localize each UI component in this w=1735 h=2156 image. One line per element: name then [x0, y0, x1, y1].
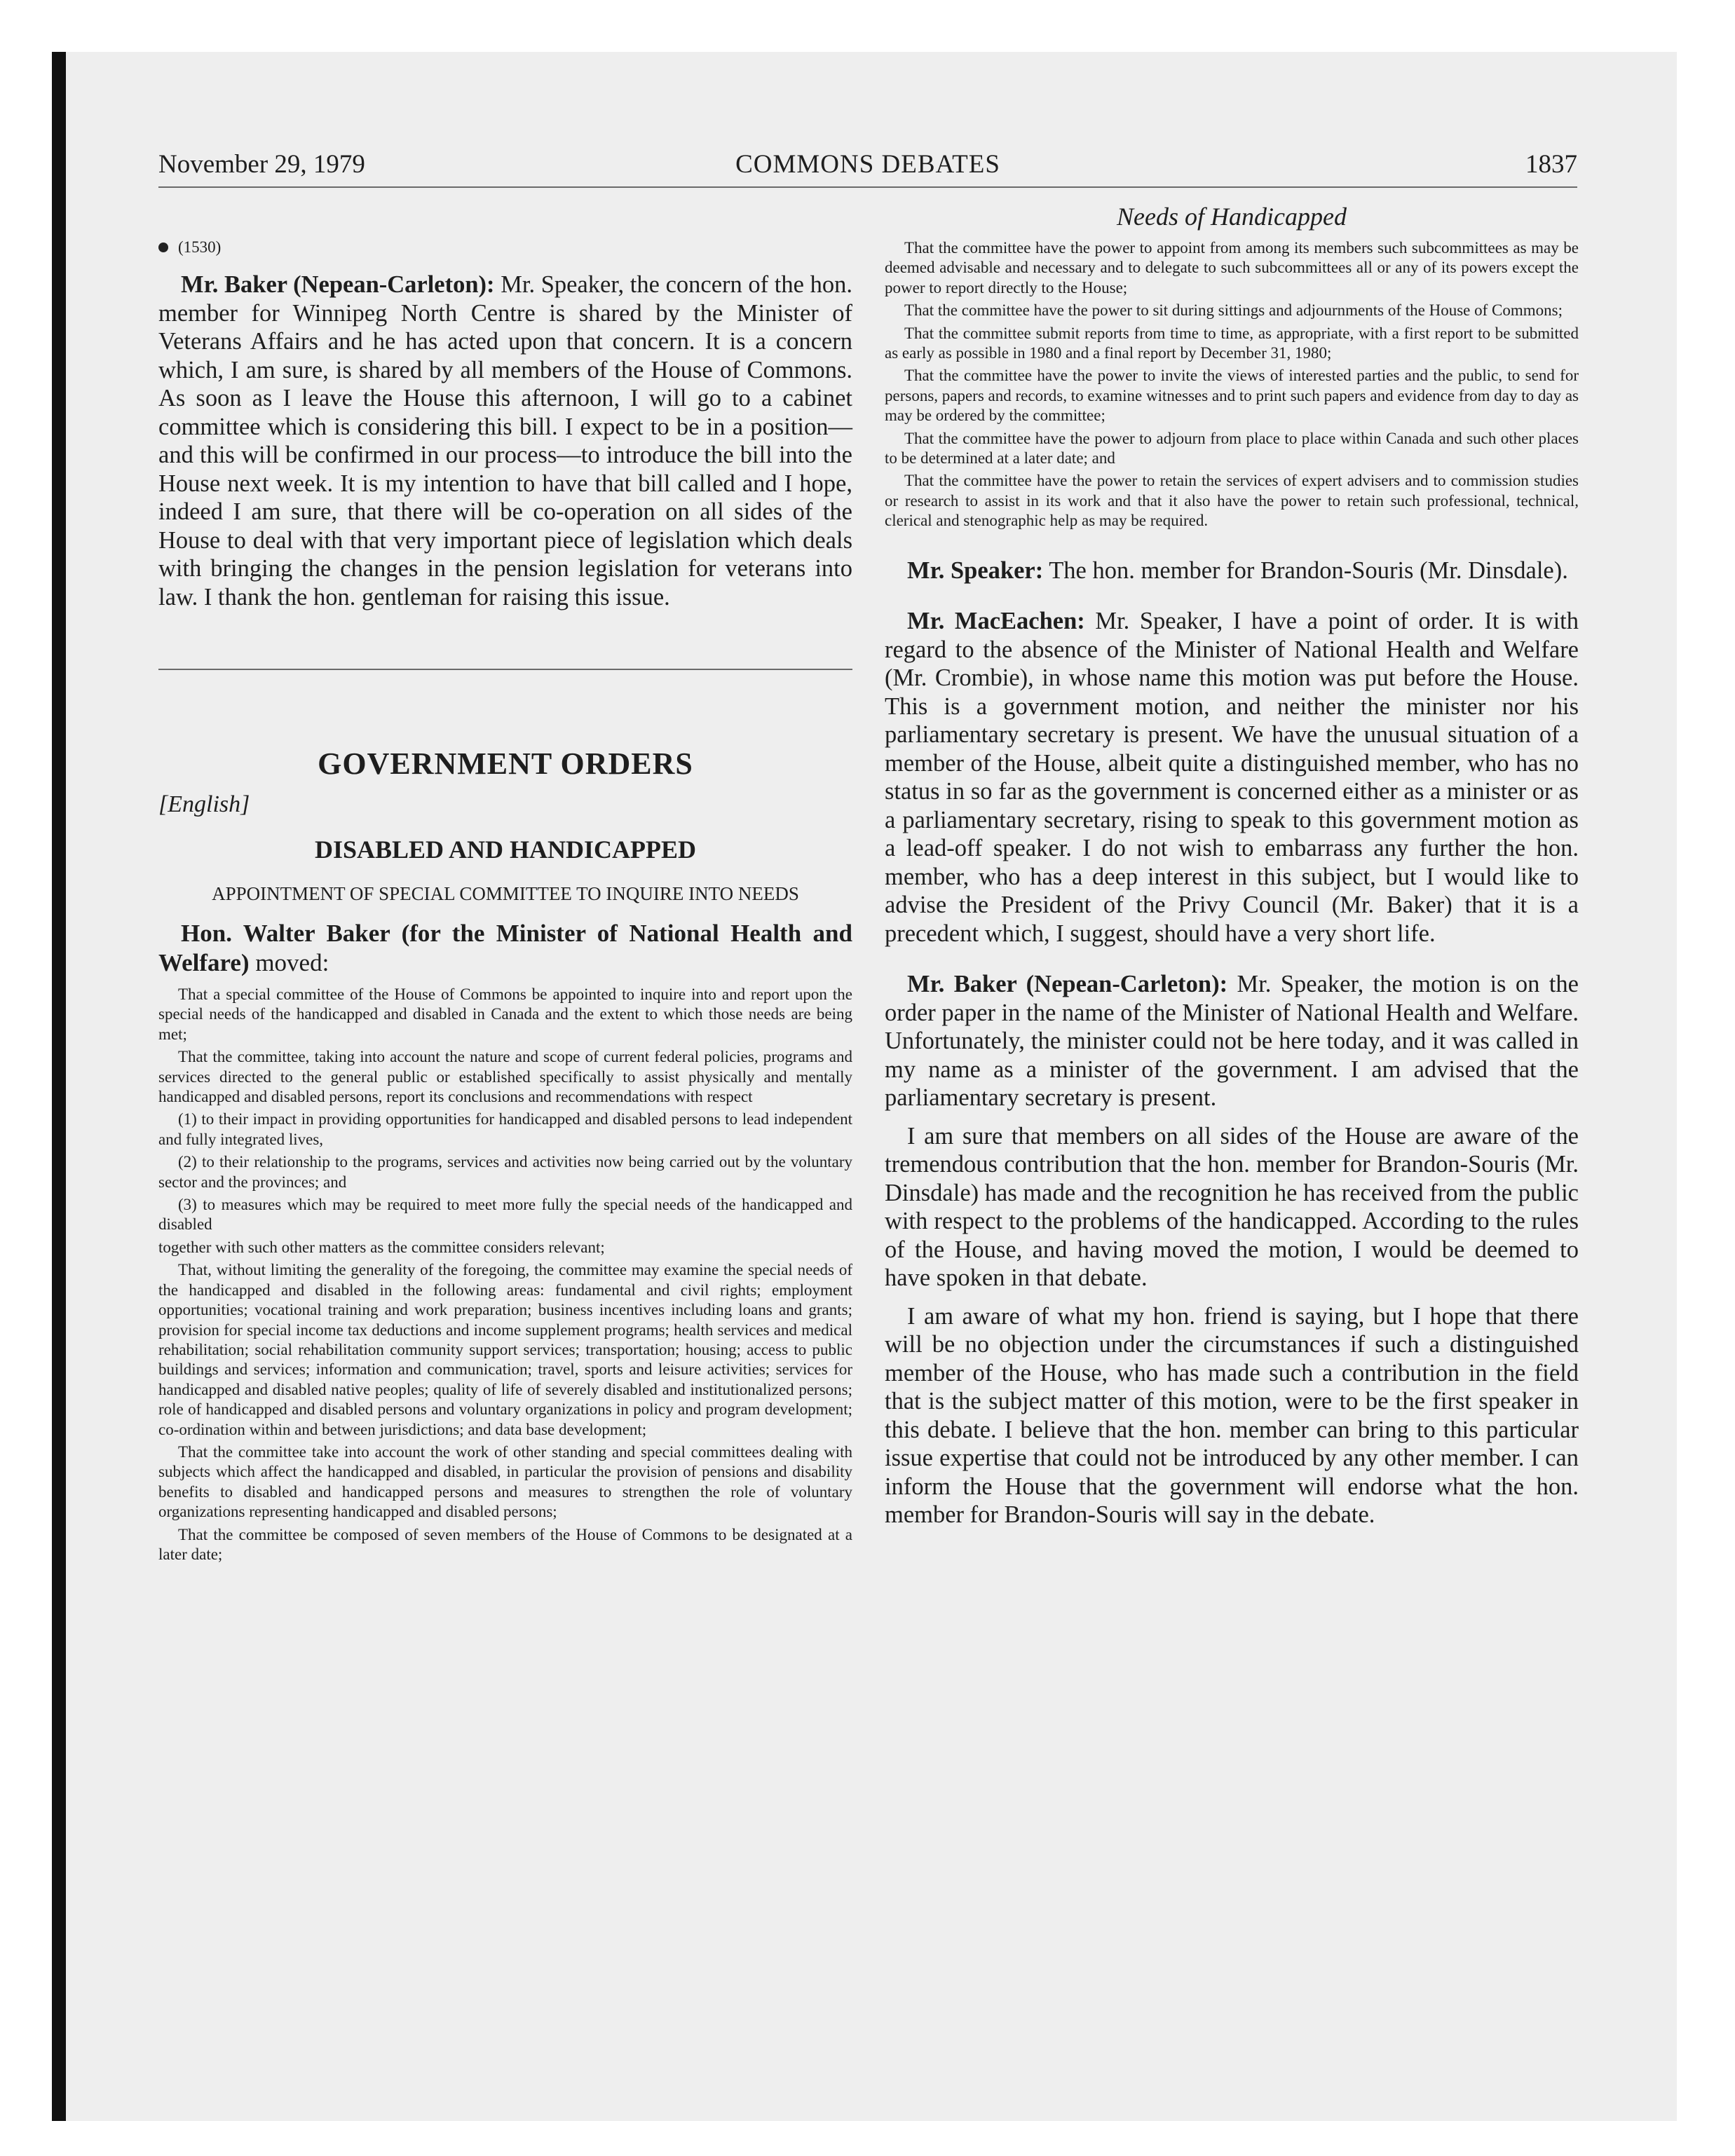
- speech-paragraph: I am sure that members on all sides of the House are aware of the tremendous contribution that the hon. member for Brandon-Souris (Mr. Dinsdale) has made and the recognition he has received from the public with respect to the problems of the handicapped. According to the rules of the House, and having moved the motion, I would be deemed to have spoken in that debate.: [885, 1122, 1579, 1292]
- subtopic-title: APPOINTMENT OF SPECIAL COMMITTEE TO INQUIRE INTO NEEDS: [212, 883, 799, 904]
- motion-paragraph: That the committee have the power to appoint from among its members such subcommittees as may be deemed advisable and necessary and to delegate to such subcommittees all or any of its powers except the power to report directly to the House;: [885, 239, 1579, 296]
- speech-paragraph: I am aware of what my hon. friend is saying, but I hope that there will be no objection under the circumstances if such a distinguished member of the House, who has made such a contribution in the field that is the subject matter of this motion, were to be the first speaker in this debate. I believe that the hon. member can bring to this particular issue expertise that could not be introduced by any other member. I can inform the House that the government will endorse what the hon. member for Brandon-Souris will say in the debate.: [885, 1302, 1579, 1529]
- speech-baker: [158, 271, 852, 611]
- motion-paragraph: That a special committee of the House of Commons be appointed to inquire into and report upon the special needs of the handicapped and disabled in Canada and the extent to which those needs are being met;: [158, 985, 852, 1043]
- motion-paragraph: That the committee submit reports from time to time, as appropriate, with a first report to be submitted as early as possible in 1980 and a final report by December 31, 1980;: [885, 324, 1579, 362]
- bullet-icon: [158, 243, 168, 252]
- section-title: GOVERNMENT ORDERS: [318, 746, 693, 781]
- speech-baker-2: [885, 970, 1579, 1112]
- speaker-name: Mr. MacEachen:: [907, 608, 1085, 635]
- time-marker: [158, 238, 852, 257]
- motion-paragraph: (1) to their impact in providing opportunities for handicapped and disabled persons to lead independent and fully integrated lives,: [158, 1110, 852, 1148]
- speaker-name: Mr. Baker (Nepean-Carleton):: [181, 271, 495, 298]
- left-column: [158, 203, 852, 1567]
- header-date: November 29, 1979: [158, 150, 365, 179]
- language-tag: [English]: [158, 791, 250, 817]
- speech-maceachen: [885, 607, 1579, 948]
- topic-title: DISABLED AND HANDICAPPED: [314, 835, 697, 864]
- right-column: [885, 203, 1579, 1529]
- motion-paragraph: That the committee be composed of seven members of the House of Commons to be designated at a later date;: [158, 1525, 852, 1563]
- speech-speaker: [885, 557, 1579, 585]
- speaker-name: Mr. Baker (Nepean-Carleton):: [907, 971, 1228, 998]
- mover-verb: moved:: [255, 949, 329, 976]
- motion-continuation: together with such other matters as the committee considers relevant;: [158, 1238, 605, 1256]
- motion-paragraph: That the committee take into account the work of other standing and special committees dealing with subjects which affect the handicapped and disabled, in particular the provision of pensions and disability benefits to disabled and handicapped persons and measures to strengthen the role of voluntary organizations representing handicapped and disabled persons;: [158, 1442, 852, 1521]
- motion-paragraph: (2) to their relationship to the programs, services and activities now being carried out by the voluntary sector and the provinces; and: [158, 1153, 852, 1191]
- running-head: Needs of Handicapped: [1117, 203, 1347, 231]
- motion-paragraph: That the committee have the power to adjourn from place to place within Canada and such other places to be determined at a later date; and: [885, 429, 1579, 468]
- motion-paragraph: That the committee, taking into account the nature and scope of current federal policies, programs and services directed to the general public or established specifically to assist physically and mentally handicapped and disabled persons, report its conclusions and recommendations with respect: [158, 1048, 852, 1106]
- speech-text: The hon. member for Brandon-Souris (Mr. Dinsdale).: [1049, 557, 1568, 584]
- section-divider: [158, 669, 852, 670]
- page-number: 1837: [1525, 150, 1577, 179]
- motion-mover: [158, 919, 852, 978]
- motion-paragraph: (3) to measures which may be required to meet more fully the special needs of the handicapped and disabled: [158, 1196, 852, 1234]
- speaker-name: Mr. Speaker:: [907, 557, 1044, 584]
- binding-edge: [52, 52, 66, 2121]
- speech-text: Mr. Speaker, I have a point of order. It is with regard to the absence of the Minister of National Health and Welfare (Mr. Crombie), in whose name this motion was put before the House. This is a government motion, and neither the minister nor his parliamentary secretary is present. We have the unusual situation of a member of the House, albeit quite a distinguished member, who has no status in so far as the government is concerned either as a minister or as a parliamentary secretary, rising to speak to this government motion as a lead-off speaker. I do not wish to embarrass any further the hon. member, who has a deep interest in this subject, but I would like to advise the President of the Privy Council (Mr. Baker) that it is a precedent which, I suggest, should have a very short life.: [885, 608, 1579, 947]
- motion-paragraph: That the committee have the power to sit during sittings and adjournments of the House of Commons;: [904, 301, 1563, 320]
- motion-paragraph: That the committee have the power to invite the views of interested parties and the public, to send for persons, papers and records, to examine witnesses and to print such papers and evidence from day to day as may be ordered by the committee;: [885, 367, 1579, 425]
- motion-paragraph: That, without limiting the generality of the foregoing, the committee may examine the special needs of the handicapped and disabled in the following areas: fundamental and civil rights; employment opportunities; vocational training and work preparation; business incentives including loans and grants; provision for special income tax deductions and income supplement programs; health services and medical rehabilitation; social rehabilitation community support services; transportation; housing; access to public buildings and services; information and communication; travel, sports and leisure activities; services for handicapped and disabled native peoples; quality of life of severely disabled and institutionalized persons; role of handicapped and disabled persons and voluntary organizations in policy and program development; co-ordination within and between jurisdictions; and data base development;: [158, 1261, 852, 1438]
- speech-text: Mr. Speaker, the motion is on the order paper in the name of the Minister of National Health and Welfare. Unfortunately, the minister could not be here today, and it was called in my name as a minister of the government. I am advised that the parliamentary secretary is present.: [885, 971, 1579, 1112]
- header-publication: COMMONS DEBATES: [735, 150, 1000, 179]
- mover-name: Hon. Walter Baker (for the Minister of National Health and Welfare): [158, 920, 852, 976]
- speech-text: Mr. Speaker, the concern of the hon. member for Winnipeg North Centre is shared by the Minister of Veterans Affairs and he has acted upon that concern. It is a concern which, I am sure, is shared by all members of the House of Commons. As soon as I leave the House this afternoon, I will go to a cabinet committee which is considering this bill. I expect to be in a position—and this will be confirmed in our process—to introduce the bill into the House next week. It is my intention to have that bill called and I hope, indeed I am sure, that there will be co-operation on all sides of the House to deal with that very important piece of legislation which deals with bringing the changes in the pension legislation for veterans into law. I thank the hon. gentleman for raising this issue.: [158, 271, 852, 610]
- motion-paragraph: That the committee have the power to retain the services of expert advisers and to commission studies or research to assist in its work and that it also have the power to retain such professional, technical, clerical and stenographic help as may be required.: [885, 472, 1579, 530]
- page-header: [158, 147, 1577, 188]
- time-marker-text: (1530): [178, 238, 222, 256]
